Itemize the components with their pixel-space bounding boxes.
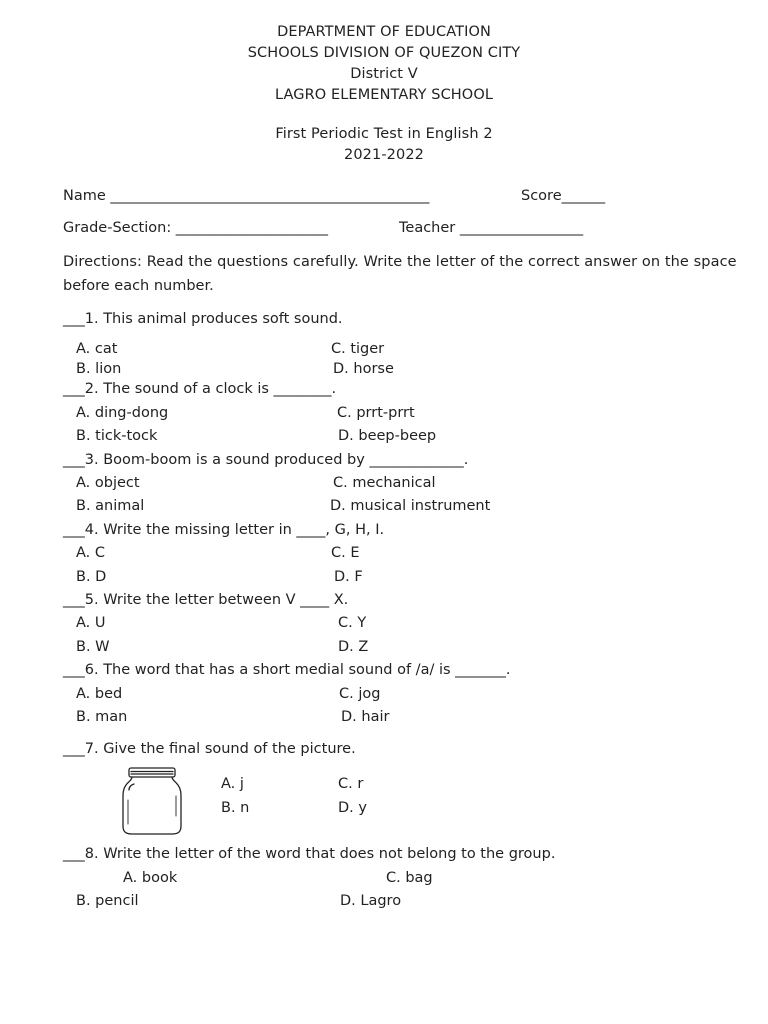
question-5-option-b: B. W xyxy=(76,639,110,655)
question-7-option-a: A. j xyxy=(221,776,244,792)
school-heading: LAGRO ELEMENTARY SCHOOL xyxy=(274,87,494,103)
question-1-option-b: B. lion xyxy=(76,361,122,377)
question-6-option-c: C. jog xyxy=(339,686,381,702)
grade-section-field: Grade-Section: _____________________ xyxy=(63,220,329,236)
question-5-option-d: D. Z xyxy=(338,639,369,655)
question-6-option-b: B. man xyxy=(76,709,128,725)
question-4-option-b: B. D xyxy=(76,569,107,585)
question-4-option-a: A. C xyxy=(76,545,106,561)
question-8-option-a: A. book xyxy=(123,870,178,886)
question-1-option-c: C. tiger xyxy=(331,341,385,357)
question-1-stem: ___1. This animal produces soft sound. xyxy=(63,311,343,327)
question-2-option-b: B. tick-tock xyxy=(76,428,158,444)
question-7-option-d: D. y xyxy=(338,800,367,816)
question-5-option-c: C. Y xyxy=(338,615,367,631)
score-field: Score______ xyxy=(521,188,606,204)
question-1-option-a: A. cat xyxy=(76,341,118,357)
school-year: 2021-2022 xyxy=(344,147,424,163)
question-6-stem: ___6. The word that has a short medial sound of /a/ is _______. xyxy=(63,662,511,678)
question-4-option-c: C. E xyxy=(331,545,360,561)
question-3-option-d: D. musical instrument xyxy=(330,498,491,514)
question-7-stem: ___7. Give the final sound of the picture. xyxy=(63,741,356,757)
department-heading: DEPARTMENT OF EDUCATION xyxy=(277,24,491,40)
question-3-option-b: B. animal xyxy=(76,498,145,514)
question-2-option-a: A. ding-dong xyxy=(76,405,169,421)
division-heading: SCHOOLS DIVISION OF QUEZON CITY xyxy=(247,45,521,61)
question-6-option-a: A. bed xyxy=(76,686,123,702)
question-8-option-b: B. pencil xyxy=(76,893,139,909)
question-4-stem: ___4. Write the missing letter in ____, G, H, I. xyxy=(63,522,385,538)
directions-line-2: before each number. xyxy=(63,278,214,294)
directions-line-1: Directions: Read the questions carefully. Write the letter of the correct answer on the space xyxy=(63,254,737,270)
question-1-option-d: D. horse xyxy=(333,361,394,377)
question-2-option-d: D. beep-beep xyxy=(338,428,437,444)
question-8-option-d: D. Lagro xyxy=(340,893,402,909)
question-7-option-b: B. n xyxy=(221,800,250,816)
question-8-option-c: C. bag xyxy=(386,870,433,886)
question-3-stem: ___3. Boom-boom is a sound produced by _____________. xyxy=(63,452,469,468)
question-5-stem: ___5. Write the letter between V ____ X. xyxy=(63,592,349,608)
district-heading: District V xyxy=(350,66,418,82)
question-3-option-c: C. mechanical xyxy=(333,475,436,491)
question-6-option-d: D. hair xyxy=(341,709,390,725)
question-4-option-d: D. F xyxy=(334,569,363,585)
question-7-option-c: C. r xyxy=(338,776,364,792)
question-2-option-c: C. prrt-prrt xyxy=(337,405,415,421)
question-5-option-a: A. U xyxy=(76,615,106,631)
test-title: First Periodic Test in English 2 xyxy=(275,126,493,142)
question-2-stem: ___2. The sound of a clock is ________. xyxy=(63,381,337,397)
question-3-option-a: A. object xyxy=(76,475,140,491)
name-field: Name ____________________________________________ xyxy=(63,188,430,204)
jar-picture xyxy=(120,766,184,836)
question-8-stem: ___8. Write the letter of the word that does not belong to the group. xyxy=(63,846,556,862)
teacher-field: Teacher _________________ xyxy=(399,220,584,236)
